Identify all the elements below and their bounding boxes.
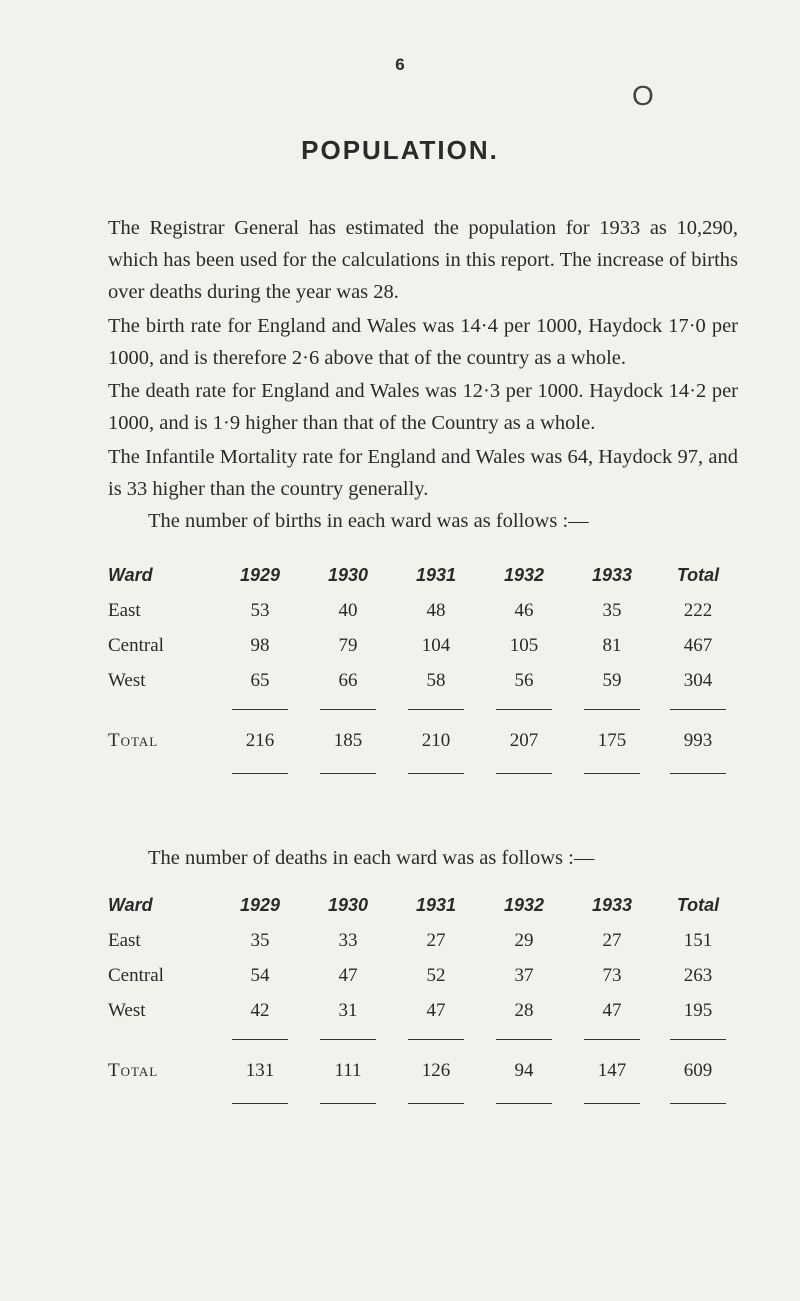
- value-cell: 29: [514, 929, 534, 951]
- ward-cell: East: [108, 599, 141, 621]
- total-value: 216: [245, 730, 275, 751]
- value-cell: 56: [514, 669, 534, 691]
- divider: [584, 1039, 640, 1040]
- divider: [670, 1039, 726, 1040]
- table-row: [108, 628, 740, 663]
- total-cell: 151: [683, 929, 713, 951]
- value-cell: 47: [338, 964, 358, 986]
- column-header: Total: [676, 895, 720, 915]
- divider: [670, 709, 726, 710]
- divider: [320, 773, 376, 774]
- column-header: 1929: [239, 895, 281, 915]
- value-cell: 104: [421, 634, 451, 656]
- value-cell: 47: [602, 999, 622, 1021]
- grand-total: 993: [683, 730, 713, 751]
- births-table: [108, 558, 740, 784]
- total-value: 210: [421, 730, 451, 751]
- ward-cell: Central: [108, 964, 164, 986]
- table-header-row: [108, 558, 740, 593]
- value-cell: 54: [250, 964, 270, 986]
- value-cell: 105: [509, 634, 539, 656]
- column-header: 1933: [591, 895, 633, 915]
- value-cell: 81: [602, 634, 622, 656]
- value-cell: 33: [338, 929, 358, 951]
- ward-cell: Central: [108, 634, 164, 656]
- value-cell: 59: [602, 669, 622, 691]
- value-cell: 47: [426, 999, 446, 1021]
- value-cell: 52: [426, 964, 446, 986]
- divider: [320, 1039, 376, 1040]
- ward-cell: West: [108, 999, 146, 1021]
- total-label: Total: [108, 730, 159, 751]
- ward-cell: West: [108, 669, 146, 691]
- value-cell: 66: [338, 669, 358, 691]
- paragraph-death-rate: The death rate for England and Wales was 12·3 per 1000. Haydock 14·2 per 1000, and is 1·9 higher than that of the Country as a whole.: [108, 380, 738, 434]
- divider: [670, 773, 726, 774]
- value-cell: 28: [514, 999, 534, 1021]
- divider: [496, 1103, 552, 1104]
- total-value: 207: [509, 730, 539, 751]
- paragraph-birth-rate: The birth rate for England and Wales was 14·4 per 1000, Haydock 17·0 per 1000, and is therefore 2·6 above that of the country as a whole.: [108, 315, 738, 369]
- value-cell: 27: [602, 929, 622, 951]
- table-row: [108, 958, 740, 993]
- page-number: 6: [395, 55, 405, 74]
- paragraph-deaths-intro: The number of deaths in each ward was as follows :—: [148, 847, 595, 869]
- divider: [408, 773, 464, 774]
- table-row: [108, 593, 740, 628]
- value-cell: 27: [426, 929, 446, 951]
- divider: [408, 709, 464, 710]
- ward-cell: East: [108, 929, 141, 951]
- divider-row: [108, 1028, 740, 1050]
- divider: [232, 1039, 288, 1040]
- value-cell: 42: [250, 999, 270, 1021]
- table-row: [108, 663, 740, 698]
- total-cell: 304: [683, 669, 713, 691]
- total-row: [108, 720, 740, 762]
- divider-row: [108, 762, 740, 784]
- total-value: 147: [597, 1060, 627, 1081]
- divider: [496, 773, 552, 774]
- column-header: 1932: [503, 895, 545, 915]
- total-value: 111: [334, 1060, 362, 1081]
- paragraph-births-intro: The number of births in each ward was as follows :—: [148, 510, 589, 532]
- total-label: Total: [108, 1060, 159, 1081]
- column-header: Ward: [108, 895, 153, 915]
- divider: [584, 773, 640, 774]
- table-row: [108, 923, 740, 958]
- divider: [232, 1103, 288, 1104]
- divider: [232, 709, 288, 710]
- total-cell: 263: [683, 964, 713, 986]
- value-cell: 79: [338, 634, 358, 656]
- divider-row: [108, 1092, 740, 1114]
- column-header: Ward: [108, 565, 153, 585]
- total-value: 126: [421, 1060, 451, 1081]
- value-cell: 35: [602, 599, 622, 621]
- paragraph-infant-mortality: The Infantile Mortality rate for England and Wales was 64, Haydock 97, and is 33 higher than the country generally.: [108, 446, 738, 500]
- divider: [408, 1039, 464, 1040]
- total-value: 131: [245, 1060, 275, 1081]
- total-cell: 222: [683, 599, 713, 621]
- column-header: 1931: [415, 895, 457, 915]
- total-cell: 467: [683, 634, 713, 656]
- deaths-table: [108, 888, 740, 1114]
- value-cell: 40: [338, 599, 358, 621]
- column-header: Total: [676, 565, 720, 585]
- value-cell: 73: [602, 964, 622, 986]
- divider: [320, 1103, 376, 1104]
- total-value: 185: [333, 730, 363, 751]
- value-cell: 58: [426, 669, 446, 691]
- value-cell: 37: [514, 964, 534, 986]
- divider-row: [108, 698, 740, 720]
- divider: [584, 709, 640, 710]
- total-value: 175: [597, 730, 627, 751]
- table-row: [108, 993, 740, 1028]
- divider: [232, 773, 288, 774]
- total-value: 94: [514, 1060, 534, 1081]
- value-cell: 65: [250, 669, 270, 691]
- page-title: POPULATION.: [301, 135, 499, 165]
- column-header: 1930: [327, 895, 369, 915]
- column-header: 1932: [503, 565, 545, 585]
- value-cell: 31: [338, 999, 358, 1021]
- margin-mark: O: [632, 80, 654, 111]
- value-cell: 46: [514, 599, 534, 621]
- column-header: 1930: [327, 565, 369, 585]
- total-cell: 195: [683, 999, 713, 1021]
- value-cell: 35: [250, 929, 270, 951]
- divider: [496, 1039, 552, 1040]
- table-header-row: [108, 888, 740, 923]
- divider: [408, 1103, 464, 1104]
- paragraph-population: The Registrar General has estimated the population for 1933 as 10,290, which has been used for the calculations in this report. The increase of births over deaths during the year was 28.: [108, 217, 738, 303]
- divider: [496, 709, 552, 710]
- divider: [670, 1103, 726, 1104]
- column-header: 1933: [591, 565, 633, 585]
- value-cell: 48: [426, 599, 446, 621]
- column-header: 1931: [415, 565, 457, 585]
- total-row: [108, 1050, 740, 1092]
- divider: [584, 1103, 640, 1104]
- grand-total: 609: [683, 1060, 713, 1081]
- value-cell: 98: [250, 634, 270, 656]
- divider: [320, 709, 376, 710]
- column-header: 1929: [239, 565, 281, 585]
- value-cell: 53: [250, 599, 270, 621]
